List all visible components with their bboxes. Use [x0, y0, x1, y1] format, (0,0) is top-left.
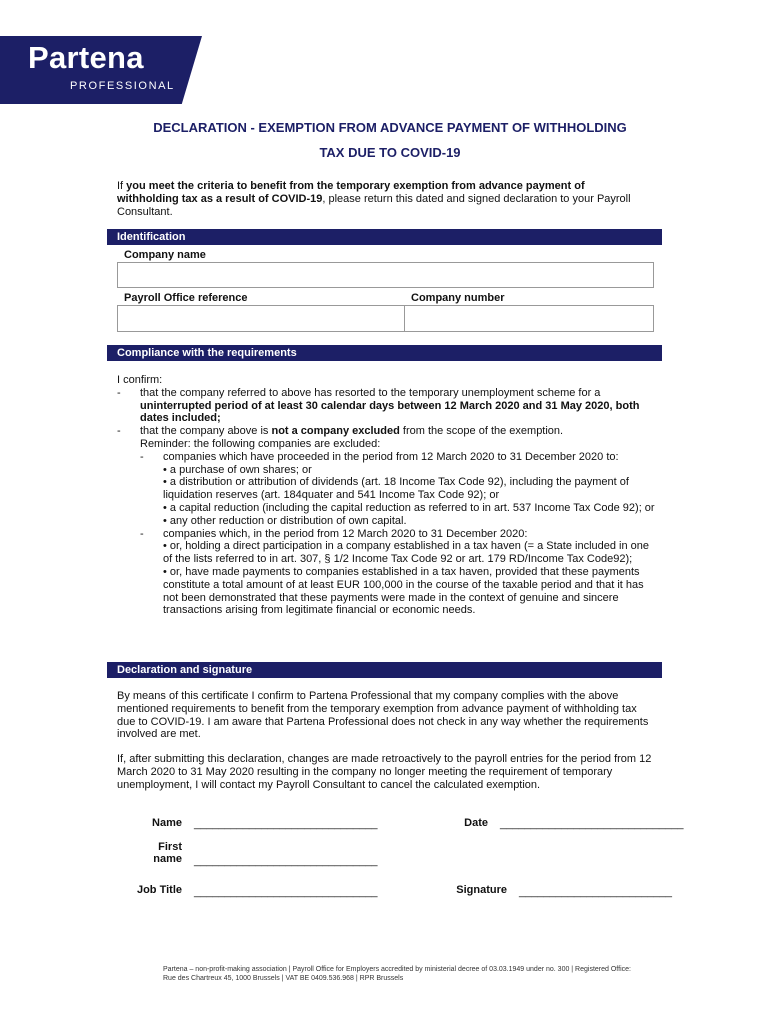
date-label: Date: [464, 817, 488, 829]
declaration-header: Declaration and signature: [107, 662, 662, 678]
payroll-ref-field[interactable]: [117, 305, 405, 332]
confirm-line: I confirm:: [117, 374, 163, 386]
name-field-line[interactable]: ______________________________: [194, 818, 378, 830]
footer: [163, 965, 703, 983]
company-number-label: Company number: [411, 292, 505, 304]
declaration-para-1: By means of this certificate I confirm to Partena Professional that my company complies with the above mentioned requirements to benefit from the temporary exemption from advance payment of withholding tax due to COVID-19. I am aware that Partena Professional does not check in any way whether the requirements involved are met.: [117, 690, 649, 741]
first-name-label: First name: [153, 841, 182, 865]
partena-logo: [0, 36, 202, 104]
logo-subtitle: PROFESSIONAL: [70, 80, 175, 92]
document-title-line2: TAX DUE TO COVID-19: [319, 145, 461, 160]
declaration-text: [117, 690, 657, 804]
name-label: Name: [152, 817, 182, 829]
company-name-label: Company name: [124, 249, 206, 261]
first-name-field-line[interactable]: ______________________________: [194, 855, 378, 867]
intro-paragraph: [117, 180, 647, 219]
job-title-field-line[interactable]: ______________________________: [194, 886, 378, 898]
job-title-label: Job Title: [136, 884, 182, 896]
footer-line-1: Partena – non-profit-making association | Payroll Office for Employers accredited by ministerial decree of 03.03.1949 under no. 300 | Registered Office:: [163, 966, 631, 973]
signature-label: Signature: [456, 884, 507, 896]
logo-name: Partena: [28, 40, 144, 75]
signature-field-line[interactable]: _________________________: [519, 886, 672, 898]
excluded-item-2: - companies which, in the period from 12 March 2020 to 31 December 2020: • or, holding a direct participation in a company established in a tax haven (= a State included in one of the lists referred to in art. 307, § 1/2 Income Tax Code 92 or art. 179 RD/Income Tax Code92); • or, have made payments to companies established in a tax haven, provided that these payments constitute a total amount of at least EUR 100,000 in the course of the taxable period and that it has not been demonstrated that these payments were made in the context of genuine and sincere transactions arising from legitimate financial or economic needs.: [140, 527, 650, 617]
intro-prefix: If: [117, 180, 127, 192]
compliance-item-2: - that the company above is not a company excluded from the scope of the exemption. Reminder: the following companies are excluded:: [117, 425, 657, 451]
document-title-line1: DECLARATION - EXEMPTION FROM ADVANCE PAYMENT OF WITHHOLDING: [153, 120, 627, 135]
compliance-header: Compliance with the requirements: [107, 345, 662, 361]
footer-line-2: Rue des Chartreux 45, 1000 Brussels | VAT BE 0409.536.968 | RPR Brussels: [163, 975, 404, 982]
company-name-field[interactable]: [117, 262, 654, 288]
excluded-item-1: - companies which have proceeded in the period from 12 March 2020 to 31 December 2020 to: • a purchase of own shares; or • a distribution or attribution of dividends (art. 18 Income Tax Code 92), including the payment of liquidation reserves (art. 184quater and 541 Income Tax Code 92); or • a capital reduction (including the capital reduction as referred to in art. 537 Income Tax Code 92); or • any other reduction or distribution of own capital.: [140, 450, 655, 527]
compliance-item-1: - that the company referred to above has resorted to the temporary unemployment scheme for a uninterrupted period of at least 30 calendar days between 12 March 2020 and 31 May 2020, both dates included;: [117, 386, 640, 425]
compliance-text: [117, 374, 657, 617]
intro-suffix: , please return this dated and signed declaration to your Payroll Consultant.: [117, 193, 631, 218]
identification-header: Identification: [107, 229, 662, 245]
declaration-para-2: If, after submitting this declaration, changes are made retroactively to the payroll entries for the period from 12 March 2020 to 31 May 2020 resulting in the company no longer meeting the requirement of temporary unemployment, I will contact my Payroll Consultant to cancel the calculated exemption.: [117, 753, 652, 791]
date-field-line[interactable]: ______________________________: [500, 818, 684, 830]
company-number-field[interactable]: [404, 305, 654, 332]
payroll-ref-label: Payroll Office reference: [124, 292, 248, 304]
reminder-line: Reminder: the following companies are excluded:: [140, 437, 381, 450]
intro-bold: you meet the criteria to benefit from the temporary exemption from advance payment of withholding tax as a result of COVID-19: [117, 180, 585, 205]
